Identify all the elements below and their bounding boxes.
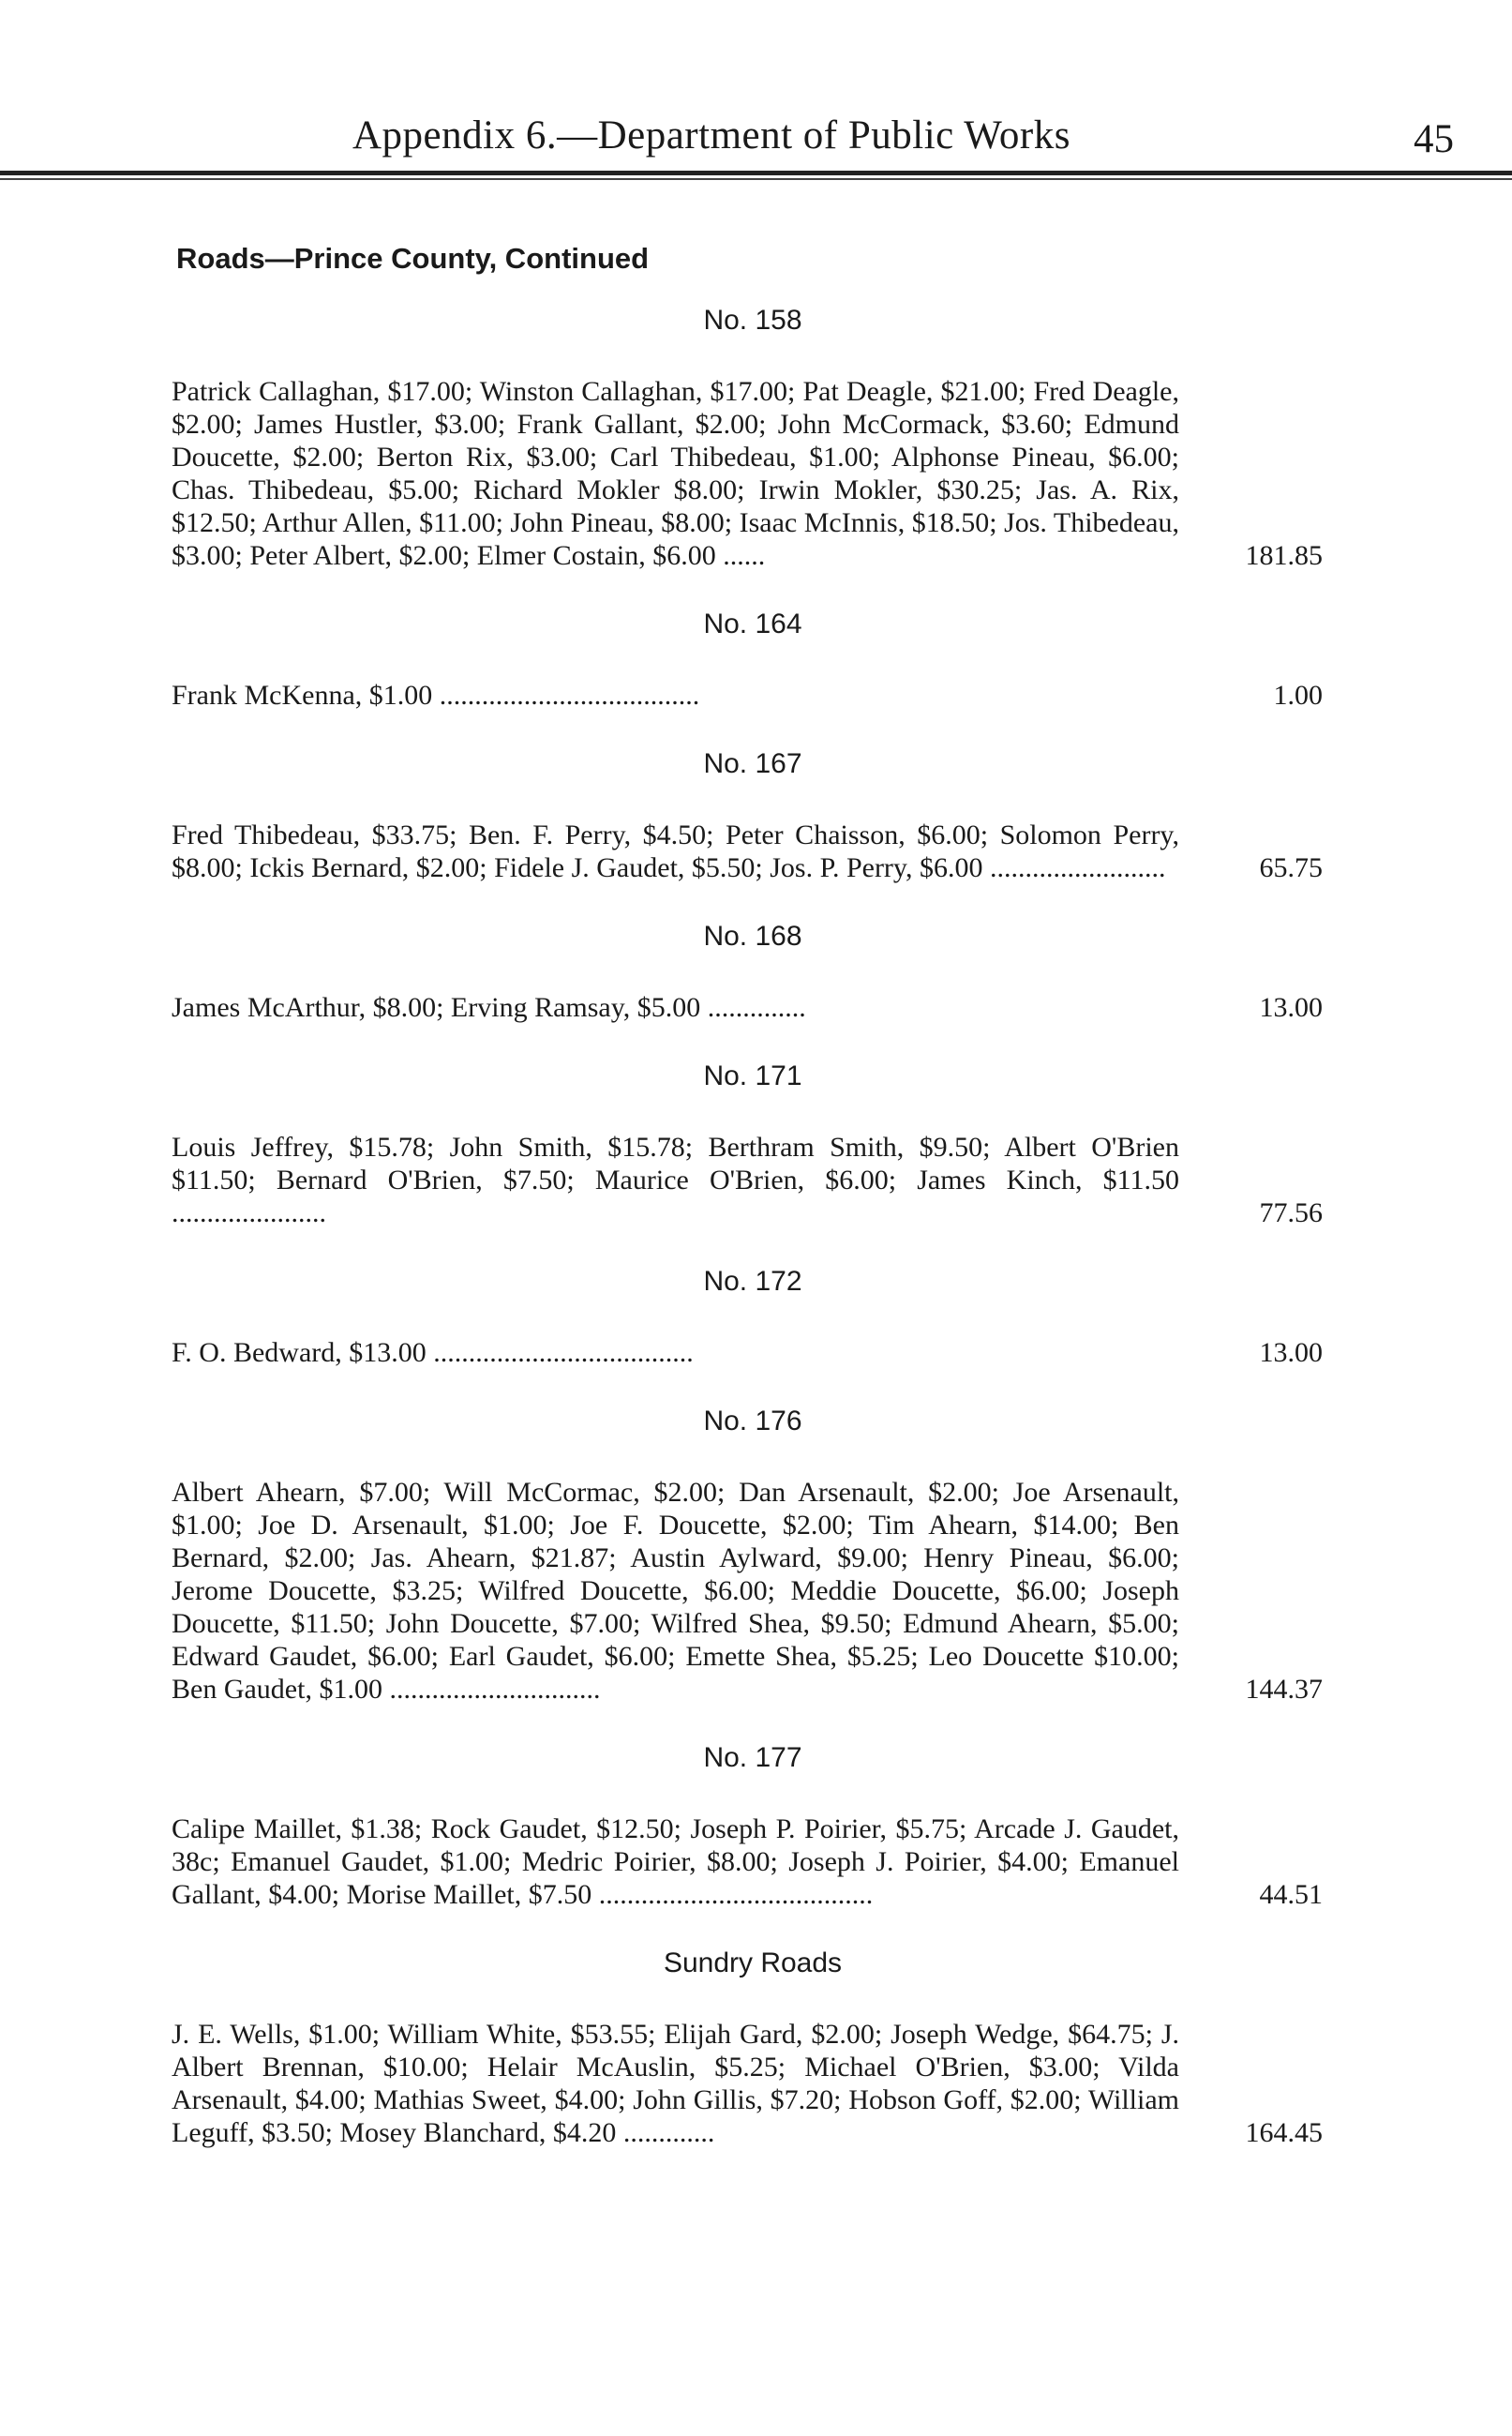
entry-number: No. 177	[703, 1742, 802, 1773]
entry	[172, 2018, 1334, 2149]
entry-amount: 164.45	[1245, 2117, 1323, 2148]
running-head	[0, 113, 1512, 169]
header-rule-thick	[0, 171, 1512, 175]
entry-number: No. 164	[703, 609, 802, 639]
section-title: Roads—Prince County, Continued	[176, 242, 650, 275]
entry-amount: 44.51	[1259, 1879, 1323, 1910]
entry-block	[172, 1403, 1334, 1706]
entry-text: Louis Jeffrey, $15.78; John Smith, $15.78; Berthram Smith, $9.50; Albert O'Brien $11.50; Bernard O'Brien, $7.50; Maurice O'Brien, $6.00; James Kinch, $11.50 ......................	[172, 1132, 1179, 1228]
entry-amount: 144.37	[1245, 1674, 1323, 1705]
entry-text: J. E. Wells, $1.00; William White, $53.55; Elijah Gard, $2.00; Joseph Wedge, $64.75; J. Albert Brennan, $10.00; Helair McAuslin, $5.25; Michael O'Brien, $3.00; Vilda Arsenault, $4.00; Mathias Sweet, $4.00; John Gillis, $7.20; Hobson Goff, $2.00; William Leguff, $3.50; Mosey Blanchard, $4.20 .............	[172, 2019, 1179, 2148]
entry-amount: 77.56	[1259, 1197, 1323, 1228]
entry-amount: 65.75	[1259, 852, 1323, 883]
entry-amount: 1.00	[1273, 680, 1323, 711]
entry	[172, 1336, 1334, 1369]
entry-number: Sundry Roads	[663, 1947, 843, 1978]
entry-text: James McArthur, $8.00; Erving Ramsay, $5.00 ..............	[172, 992, 806, 1023]
entry-block	[172, 918, 1334, 1024]
entry-amount: 181.85	[1245, 540, 1323, 571]
entry-text: Fred Thibedeau, $33.75; Ben. F. Perry, $4.50; Peter Chaisson, $6.00; Solomon Perry, $8.00; Ickis Bernard, $2.00; Fidele J. Gaudet, $5.50; Jos. P. Perry, $6.00 .........................	[172, 820, 1179, 883]
entry	[172, 1476, 1334, 1706]
entry-text: Patrick Callaghan, $17.00; Winston Callaghan, $17.00; Pat Deagle, $21.00; Fred Deagle, $2.00; James Hustler, $3.00; Frank Gallant, $2.00; John McCormack, $3.60; Edmund Doucette, $2.00; Berton Rix, $3.00; Carl Thibedeau, $1.00; Alphonse Pineau, $6.00; Chas. Thibedeau, $5.00; Richard Mokler $8.00; Irwin Mokler, $30.25; Jas. A. Rix, $12.50; Arthur Allen, $11.00; John Pineau, $8.00; Isaac McInnis, $18.50; Jos. Thibedeau, $3.00; Peter Albert, $2.00; Elmer Costain, $6.00 ......	[172, 376, 1179, 571]
running-title: Appendix 6.—Department of Public Works	[352, 113, 1070, 158]
entry-amount: 13.00	[1259, 992, 1323, 1023]
entry-number: No. 172	[703, 1266, 802, 1297]
entry-text: Frank McKenna, $1.00 .....................................	[172, 680, 700, 711]
entry-text: F. O. Bedward, $13.00 .....................................	[172, 1337, 694, 1368]
header-rule-thin	[0, 178, 1512, 180]
entry-block	[172, 1739, 1334, 1911]
entries-list	[172, 302, 1334, 2183]
entry	[172, 679, 1334, 712]
entry-number: No. 158	[703, 305, 802, 336]
entry-block	[172, 745, 1334, 884]
entry-block	[172, 1945, 1334, 2149]
entry	[172, 1131, 1334, 1229]
entry	[172, 991, 1334, 1024]
entry-text: Calipe Maillet, $1.38; Rock Gaudet, $12.50; Joseph P. Poirier, $5.75; Arcade J. Gaudet, 38c; Emanuel Gaudet, $1.00; Medric Poirier, $8.00; Joseph J. Poirier, $4.00; Emanuel Gallant, $4.00; Morise Maillet, $7.50 .......................................	[172, 1813, 1179, 1910]
entry-block	[172, 606, 1334, 712]
entry-number: No. 167	[703, 748, 802, 779]
entry-amount: 13.00	[1259, 1337, 1323, 1368]
entry-block	[172, 302, 1334, 572]
entry	[172, 375, 1334, 572]
entry-number: No. 176	[703, 1406, 802, 1436]
entry	[172, 819, 1334, 884]
entry	[172, 1812, 1334, 1911]
page-number: 45	[1414, 117, 1454, 161]
entry-text: Albert Ahearn, $7.00; Will McCormac, $2.00; Dan Arsenault, $2.00; Joe Arsenault, $1.00; Joe D. Arsenault, $1.00; Joe F. Doucette, $2.00; Tim Ahearn, $14.00; Ben Bernard, $2.00; Jas. Ahearn, $21.87; Austin Aylward, $9.00; Henry Pineau, $6.00; Jerome Doucette, $3.25; Wilfred Doucette, $6.00; Meddie Doucette, $6.00; Joseph Doucette, $11.50; John Doucette, $7.00; Wilfred Shea, $9.50; Edmund Ahearn, $5.00; Edward Gaudet, $6.00; Earl Gaudet, $6.00; Emette Shea, $5.25; Leo Doucette $10.00; Ben Gaudet, $1.00 ..............................	[172, 1477, 1179, 1705]
entry-number: No. 168	[703, 921, 802, 952]
entry-block	[172, 1263, 1334, 1369]
entry-block	[172, 1058, 1334, 1229]
entry-number: No. 171	[703, 1060, 802, 1091]
